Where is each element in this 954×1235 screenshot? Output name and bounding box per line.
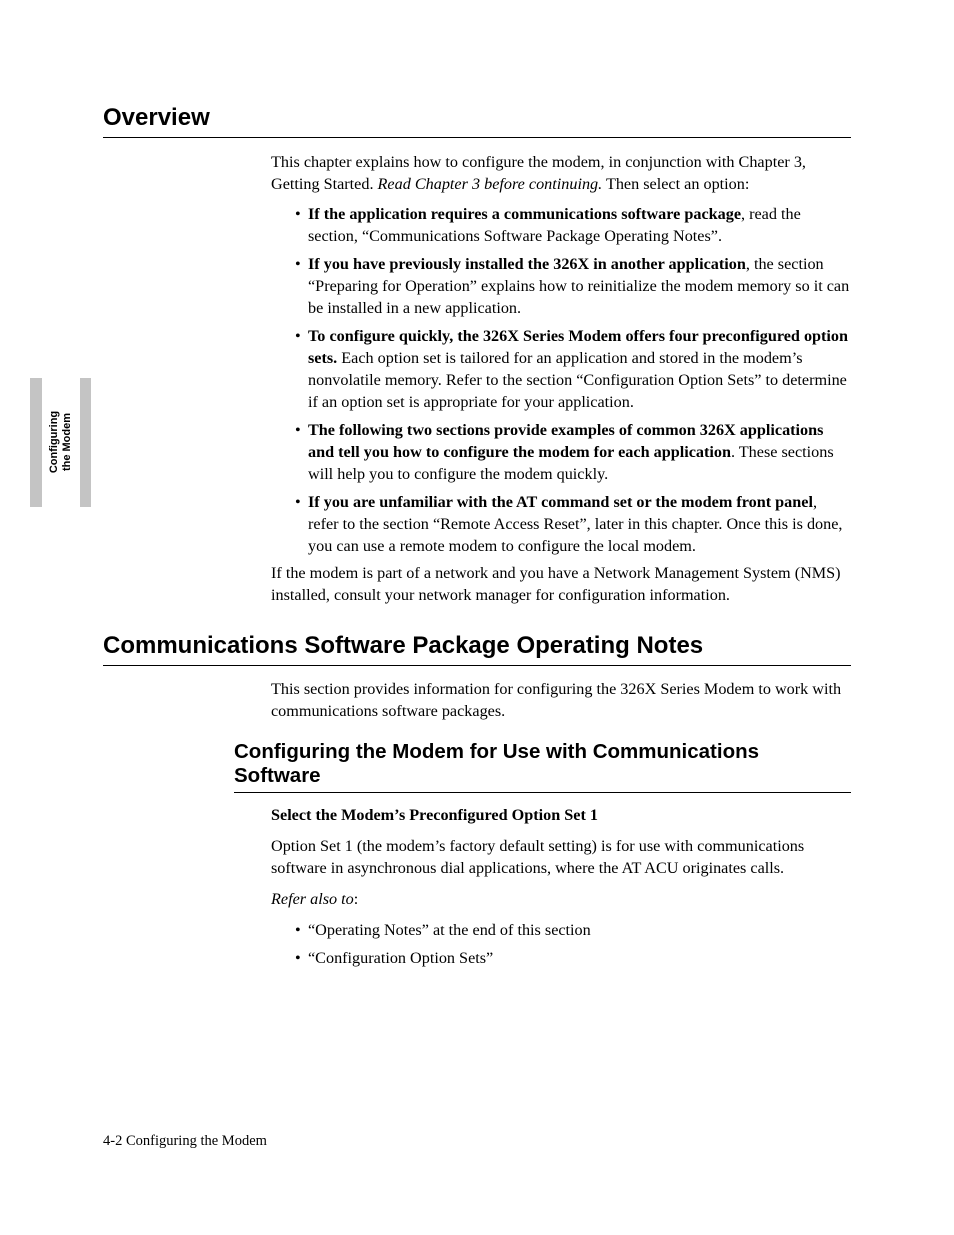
- overview-closing: If the modem is part of a network and you have a Network Management System (NMS) installed, consult your network manager for configuration information.: [271, 564, 841, 604]
- bullet-icon: •: [295, 255, 301, 273]
- list-item-text: , read the section, “Communications Software Package Operating Notes”.: [308, 205, 801, 245]
- bullet-icon: •: [295, 493, 301, 511]
- overview-intro-part2: Then select an option:: [602, 175, 750, 193]
- refer-list: [295, 919, 851, 975]
- comm-notes-intro: This section provides information for configuring the 326X Series Modem to work with communications software packages.: [271, 680, 842, 720]
- bullet-icon: •: [295, 921, 301, 939]
- side-tab: [30, 378, 91, 507]
- overview-intro-italic: Read Chapter 3 before continuing.: [377, 175, 603, 193]
- refer-also-line: [271, 888, 851, 910]
- config-subheading: Select the Modem’s Preconfigured Option Set 1: [271, 806, 598, 824]
- bullet-icon: •: [295, 421, 301, 439]
- bullet-icon: •: [295, 949, 301, 967]
- list-item-text: “Operating Notes” at the end of this section: [308, 921, 591, 939]
- side-tab-line1: Configuring: [48, 410, 60, 474]
- overview-options-list: [295, 203, 851, 563]
- refer-also-italic: Refer also to: [271, 890, 354, 908]
- overview-intro: [271, 151, 851, 195]
- refer-also-colon: :: [353, 890, 359, 908]
- list-item-text: Each option set is tailored for an application and stored in the modem’s nonvolatile memory. Refer to the section “Configuration Option Sets” to determine if an option set is appropriate for your application.: [308, 349, 847, 411]
- list-item: [295, 947, 851, 969]
- list-item-bold: If you are unfamiliar with the AT command set or the modem front panel: [308, 493, 813, 511]
- list-item-bold: If you have previously installed the 326X in another application: [308, 255, 746, 273]
- list-item-text: “Configuration Option Sets”: [308, 949, 494, 967]
- list-item: [295, 253, 851, 319]
- list-item-bold: If the application requires a communications software package: [308, 205, 742, 223]
- config-section-heading: Configuring the Modem for Use with Communications Software: [234, 740, 851, 793]
- list-item-bold: The following two sections provide examples of common 326X applications and tell you how to configure the modem for each application: [308, 421, 824, 461]
- overview-intro-part1: This chapter explains how to configure the modem, in conjunction with Chapter 3, Getting Started.: [271, 153, 806, 193]
- side-tab-label: [48, 411, 74, 473]
- bullet-icon: •: [295, 205, 301, 223]
- list-item: [295, 325, 851, 413]
- bullet-icon: •: [295, 327, 301, 345]
- list-item-bold: To configure quickly, the 326X Series Modem offers four preconfigured option sets.: [308, 327, 849, 367]
- side-tab-line2: the Modem: [61, 412, 73, 472]
- list-item: [295, 919, 851, 941]
- list-item-text: , the section “Preparing for Operation” explains how to reinitialize the modem memory so it can be installed in a new application.: [308, 255, 850, 317]
- config-body: Option Set 1 (the modem’s factory default setting) is for use with communications software in asynchronous dial applications, where the AT ACU originates calls.: [271, 837, 805, 877]
- overview-heading: Overview: [103, 104, 851, 138]
- list-item-text: . These sections will help you to configure the modem quickly.: [308, 443, 834, 483]
- page-footer: 4-2 Configuring the Modem: [103, 1133, 267, 1149]
- comm-notes-heading: Communications Software Package Operating Notes: [103, 632, 851, 666]
- list-item: [295, 203, 851, 247]
- list-item: [295, 491, 851, 557]
- list-item: [295, 419, 851, 485]
- list-item-text: , refer to the section “Remote Access Reset”, later in this chapter. Once this is done, you can use a remote modem to configure the local modem.: [308, 493, 843, 555]
